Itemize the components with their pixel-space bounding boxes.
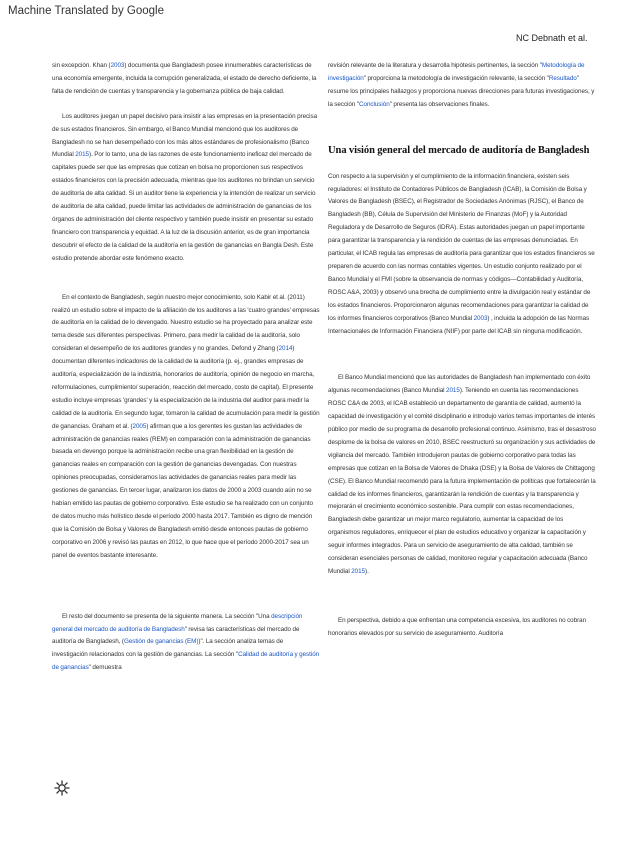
section-link[interactable]: Metodología de investigación	[328, 62, 585, 82]
section-link[interactable]: descripción general del mercado de auditoría de Bangladesh	[52, 612, 303, 633]
citation-link[interactable]: 2003	[473, 314, 488, 322]
section-link[interactable]: Calidad de auditoría y gestión de ganancias	[52, 651, 320, 672]
section-heading: Una visión general del mercado de auditoría de Bangladesh	[328, 144, 590, 156]
citation-link[interactable]: 2003	[110, 62, 125, 69]
section-link[interactable]: Resultado	[548, 74, 577, 82]
citation-link[interactable]: 2015	[446, 387, 460, 395]
paragraph: El Banco Mundial mencionó que las autoridades de Bangladesh han implementado con éxito algunas recomendaciones (Banco Mundial 2015). Teniendo en cuenta las recomendaciones ROSC C&A de 2003, el ICAB estableció un departamento de garantía de calidad, aumentó la capacidad de investigación y el comité disciplinario e introdujo varios temas importantes de interés público por medio de su programa de desarrollo profesional continuo. Asimismo, tras el desastroso desplome de la bolsa de valores en 2010, BSEC reestructuró su organización y sus actividades de vigilancia del mercado. También introdujeron pautas de gobierno corporativo para todas las empresas que cotizan en la Bolsa de Valores de Dhaka (DSE) y la Bolsa de Valores de Chittagong (CSE). El Banco Mundial recomendó para la futura implementación de políticas que fortalecerán la calidad de los informes financieros, garantizarán la rendición de cuentas y la transparencia y mejorarán el crecimiento económico sostenible. Para cumplir con estas recomendaciones, Bangladesh debe garantizar un mejor marco regulatorio, aumentar la capacidad de los organismos reguladores, enriquecer el plan de estudios educativo y organizar la capacitación y seguir informes integrados. Para un servicio de aseguramiento de alta calidad, también se consideran esenciales personas de calidad, monitoreo regular y capacitación adecuada (Banco Mundial 2015).	[328, 374, 597, 575]
paragraph: En perspectiva, debido a que enfrentan una competencia excesiva, los auditores no cobran honorarios elevados por su servicio de aseguramiento. Auditoría	[328, 616, 587, 637]
right-column	[328, 60, 596, 653]
paragraph: Los auditores juegan un papel decisivo para insistir a las empresas en la presentación precisa de sus estados financieros. Sin embargo, el Banco Mundial mencionó que los auditores de Bangladesh no se han desempeñado con los más altos estándares de profesionalismo (Banco Mundial 2015). Por lo tanto, una de las razones de este funcionamiento ineficaz del mercado de capitales puede ser que las empresas que cotizan en bolsa no proporcionen sus respectivos estados financieros con la precisión adecuada, mientras que los auditores no brindan un servicio de auditoría de alta calidad. Si un auditor tiene la experiencia y la intención de realizar un servicio de auditoría de alta calidad, puede limitar las actividades de administración de ganancias de los órganos de administración del cliente respectivo y también puede insistir en presentar su estado financiero con transparencia y equidad. A la luz de la discusión anterior, es de gran importancia descubrir el efecto de la calidad de la auditoría en la gestión de ganancias en Bangla Desh. Este estudio pretende abordar este fenómeno exacto.	[52, 112, 318, 262]
section-link[interactable]: Gestión de ganancias (EM)	[123, 638, 199, 646]
citation-link[interactable]: 2015	[351, 568, 366, 575]
paragraph: sin excepción. Khan (2003) documenta que Bangladesh posee innumerables características de una economía emergente, incluida la corrupción generalizada, el estado de derecho deficiente, la falta de rendición de cuentas y transparencia y la gobernanza pública de baja calidad.	[52, 62, 317, 95]
running-head: NC Debnath et al.	[516, 33, 588, 43]
paragraph: En el contexto de Bangladesh, según nuestro mejor conocimiento, solo Kabir et al. (2011) realizó un estudio sobre el impacto de la afiliación de los auditores a las 'cuatro grandes' empresas de auditoría en la calidad de lo devengado. Nuestro estudio se ha proyectado para analizar este tema desde sus diferentes perspectivas. Primero, para medir la calidad de la auditoría, solo consideran el desempeño de los auditores grandes y no grandes. Defond y Zhang (2014) documentan diferentes indicadores de la calidad de la auditoría (p. ej., grandes empresas de auditoría, especialización de la industria, honorarios de auditoría, opinión de negocio en marcha, reformulaciones, cumplimiento/ superación, reacción del mercado, costo de capital). El presente estudio incluye empresas 'grandes' y la especialización de la industria del auditor para medir la calidad de la auditoría. En segundo lugar, tomaron la calidad de acumulación para medir la gestión de ganancias. Graham et al. (2005) afirman que a los gerentes les gustan las actividades de administración de ganancias reales (REM) en comparación con la administración de ganancias basada en devengo porque la administración recibe una gran flexibilidad en la gestión de ganancias reales en comparación con la gestión de ganancias devengadas. Con nuestras opiniones preocupadas, consideramos las actividades de ganancias reales para medir las gestiones de ganancias. En tercer lugar, analizaron los datos de 2000 a 2003 cuando aún no se habían emitido las pautas de gobierno corporativo. Este estudio se ha realizado con un conjunto de datos mucho más holístico desde el período 2000 hasta 2017. También es digno de mención que la Comisión de Bolsa y Valores de Bangladesh emitió desde entonces pautas de gobierno corporativo en 2006 y revisó las pautas en 2012, lo que hace que el período 2000-2017 sea un panel de eventos bastante interesante.	[52, 293, 320, 559]
citation-link[interactable]: 2014	[278, 345, 293, 353]
citation-link[interactable]: 2005	[132, 422, 147, 430]
citation-link[interactable]: 2015	[75, 151, 90, 159]
paragraph: revisión relevante de la literatura y desarrolla hipótesis pertinentes, la sección "Metodología de investigación" proporciona la metodología de investigación relevante, la sección "Resultado" resume los principales hallazgos y proporciona nuevas direcciones para futuras investigaciones, y la sección "Conclusión" presenta las observaciones finales.	[328, 62, 595, 108]
machine-translated-banner: Machine Translated by Google	[8, 5, 164, 17]
left-column	[52, 60, 320, 687]
paragraph: Con respecto a la supervisión y el cumplimiento de la información financiera, existen seis reguladores: el Instituto de Contadores Públicos de Bangladesh (ICAB), la Comisión de Bolsa y Valores de Bangladesh (BSEC), el Registrador de Sociedades Anónimas (RJSC), el Banco de Bangladesh (BB), Célula de Supervisión del Ministerio de Finanzas (MoF) y la Autoridad Reguladora y de Desarrollo de Seguros (IDRA). Estas autoridades juegan un papel importante para garantizar la transparencia y la rendición de cuentas de las empresas denunciadas. En particular, el ICAB regula las empresas de auditoría para garantizar que los estados financieros se preparen de acuerdo con las normas contables vigentes. Un estudio conjunto realizado por el Banco Mundial y el FMI (sobre la observancia de normas y códigos—Contabilidad y Auditoría, ROSC A&A, 2003) y observó una brecha de cumplimiento entre la divulgación real y estándar de los estados financieros. Proporcionaron algunas recomendaciones para garantizar la calidad de los informes financieros corporativos (Banco Mundial 2003) , incluida la adopción de las Normas Internacionales de Información Financiera (NIIF) por parte del ICAB sin ninguna modificación.	[328, 172, 595, 335]
gear-icon	[54, 780, 70, 801]
section-link[interactable]: Conclusión	[359, 100, 390, 108]
paragraph: El resto del documento se presenta de la siguiente manera. La sección "Una descripción general del mercado de auditoría de Bangladesh" revisa las características del mercado de auditoría de Bangladesh, (Gestión de ganancias (EM))". La sección analiza temas de investigación relacionados con la gestión de ganancias. La sección "Calidad de auditoría y gestión de ganancias" demuestra	[52, 612, 320, 672]
